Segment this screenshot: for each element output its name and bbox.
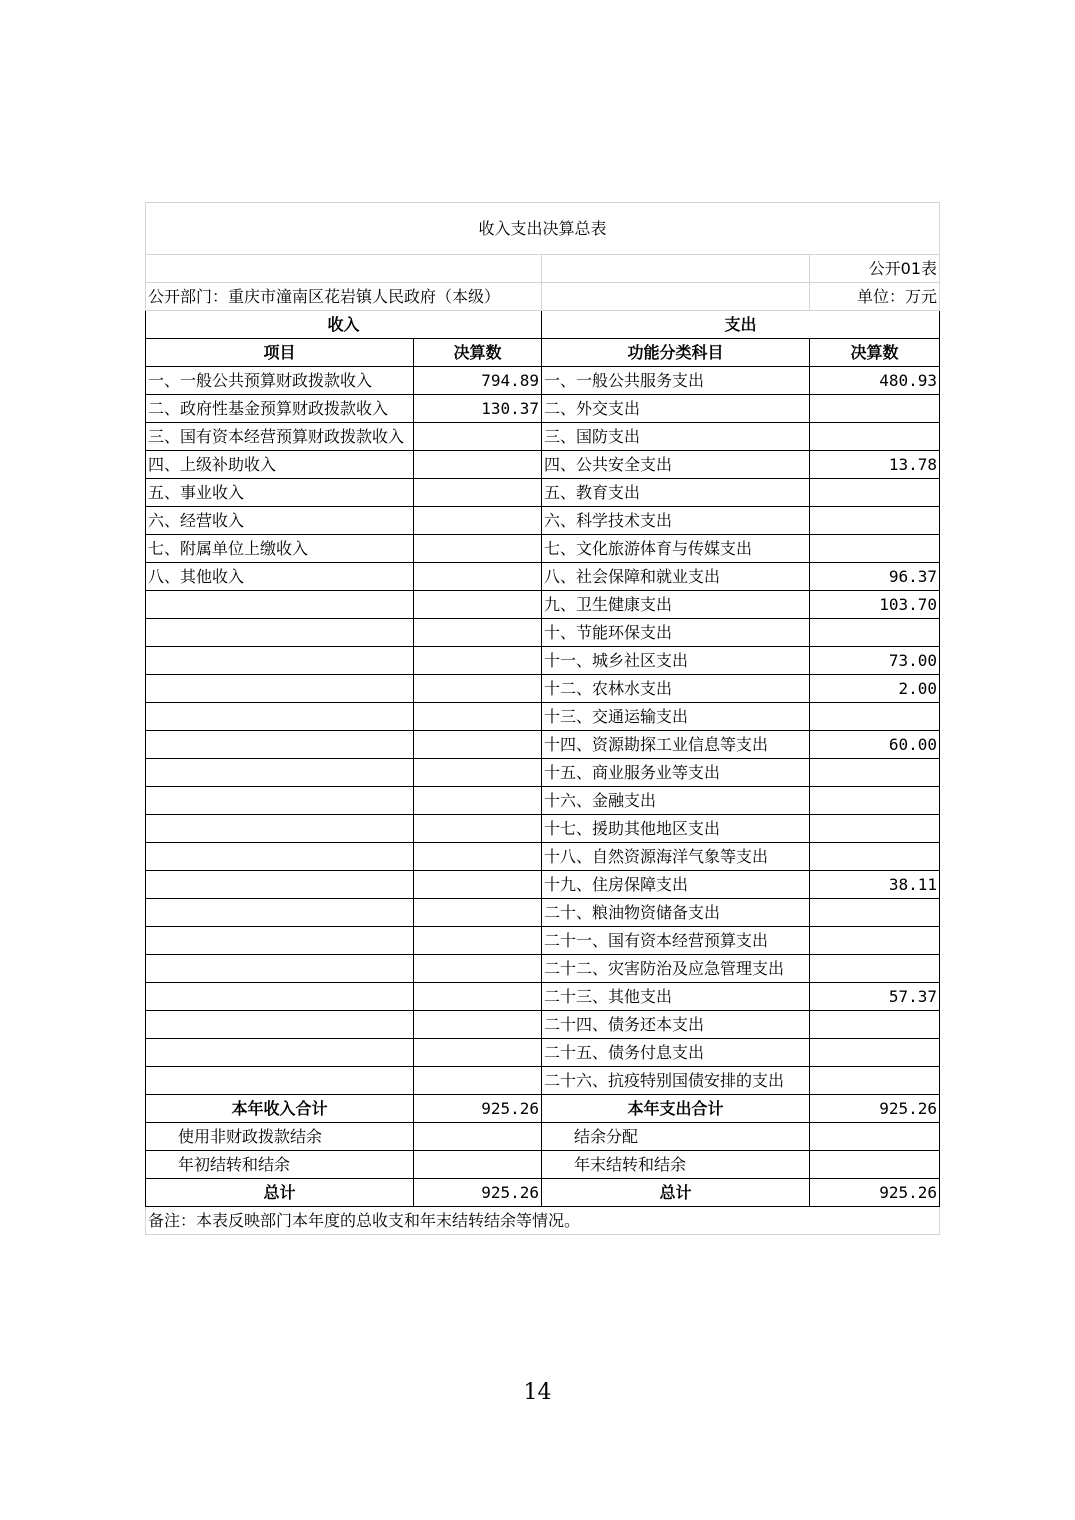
expense-amount-cell [810,955,940,983]
expense-amount-cell: 60.00 [810,731,940,759]
table-row [146,815,940,843]
page-number: 14 [523,1380,552,1405]
income-total-label: 本年收入合计 [146,1095,414,1123]
income-item-cell [146,647,414,675]
income-amount-cell [414,1067,542,1095]
expense-item-cell: 十八、自然资源海洋气象等支出 [542,843,810,871]
income-item-cell [146,1011,414,1039]
income-amount-cell [414,675,542,703]
table-row [146,843,940,871]
income-amount-cell [414,731,542,759]
expense-item-cell: 十一、城乡社区支出 [542,647,810,675]
expense-item-cell: 二十四、债务还本支出 [542,1011,810,1039]
income-amount-cell [414,955,542,983]
expense-amount-cell: 57.37 [810,983,940,1011]
expense-amount-cell [810,395,940,423]
expense-amount-cell [810,899,940,927]
amount-column-header: 决算数 [414,339,542,367]
expense-item-cell: 十二、农林水支出 [542,675,810,703]
expense-header: 支出 [542,311,940,339]
table-row [146,395,940,423]
table-row [146,787,940,815]
income-amount-cell: 794.89 [414,367,542,395]
income-item-cell: 一、一般公共预算财政拨款收入 [146,367,414,395]
amount2-column-header: 决算数 [810,339,940,367]
carryover-begin-label: 年初结转和结余 [146,1151,414,1179]
table-row [146,479,940,507]
income-item-cell [146,619,414,647]
expense-item-cell: 一、一般公共服务支出 [542,367,810,395]
expense-amount-cell [810,535,940,563]
carryover-end-value [810,1151,940,1179]
income-item-cell: 三、国有资本经营预算财政拨款收入 [146,423,414,451]
income-item-cell: 二、政府性基金预算财政拨款收入 [146,395,414,423]
income-amount-cell [414,899,542,927]
expense-amount-cell: 38.11 [810,871,940,899]
income-amount-cell: 130.37 [414,395,542,423]
income-amount-cell [414,1039,542,1067]
expense-item-cell: 十五、商业服务业等支出 [542,759,810,787]
expense-amount-cell: 480.93 [810,367,940,395]
income-item-cell: 七、附属单位上缴收入 [146,535,414,563]
expense-amount-cell [810,927,940,955]
non-fiscal-balance-value [414,1123,542,1151]
income-amount-cell [414,451,542,479]
income-item-cell [146,787,414,815]
table-row [146,507,940,535]
income-item-cell [146,759,414,787]
income-item-cell [146,899,414,927]
income-item-cell [146,871,414,899]
expense-amount-cell [810,759,940,787]
table-row [146,983,940,1011]
table-row [146,871,940,899]
income-amount-cell [414,927,542,955]
income-item-cell [146,1039,414,1067]
table-row [146,1011,940,1039]
department-label: 公开部门：重庆市潼南区花岩镇人民政府（本级） [146,283,542,311]
table-code: 公开01表 [810,255,940,283]
expense-amount-cell [810,423,940,451]
table-row [146,759,940,787]
non-fiscal-balance-label: 使用非财政拨款结余 [146,1123,414,1151]
expense-total-label: 本年支出合计 [542,1095,810,1123]
expense-amount-cell: 96.37 [810,563,940,591]
income-item-cell [146,731,414,759]
expense-item-cell: 二十三、其他支出 [542,983,810,1011]
income-item-cell: 六、经营收入 [146,507,414,535]
expense-amount-cell: 103.70 [810,591,940,619]
expense-item-cell: 九、卫生健康支出 [542,591,810,619]
carryover-begin-value [414,1151,542,1179]
item-column-header: 项目 [146,339,414,367]
table-row [146,367,940,395]
grand-total-right: 925.26 [810,1179,940,1207]
income-amount-cell [414,703,542,731]
expense-item-cell: 七、文化旅游体育与传媒支出 [542,535,810,563]
balance-distribution-label: 结余分配 [542,1123,810,1151]
table-row [146,1039,940,1067]
table-row [146,423,940,451]
income-amount-cell [414,1011,542,1039]
expense-amount-cell [810,703,940,731]
income-amount-cell [414,871,542,899]
expense-item-cell: 十四、资源勘探工业信息等支出 [542,731,810,759]
table-row [146,619,940,647]
table-note: 备注：本表反映部门本年度的总收支和年末结转结余等情况。 [146,1207,940,1235]
income-amount-cell [414,647,542,675]
table-row [146,731,940,759]
income-amount-cell [414,479,542,507]
expense-item-cell: 六、科学技术支出 [542,507,810,535]
expense-amount-cell [810,1039,940,1067]
income-amount-cell [414,535,542,563]
income-expense-summary-table [145,202,940,1235]
unit-label: 单位：万元 [810,283,940,311]
income-item-cell [146,927,414,955]
expense-item-cell: 二十六、抗疫特别国债安排的支出 [542,1067,810,1095]
expense-amount-cell [810,787,940,815]
income-amount-cell [414,563,542,591]
income-item-cell [146,675,414,703]
income-amount-cell [414,815,542,843]
expense-amount-cell: 13.78 [810,451,940,479]
expense-item-cell: 十六、金融支出 [542,787,810,815]
expense-item-cell: 四、公共安全支出 [542,451,810,479]
income-amount-cell [414,759,542,787]
income-amount-cell [414,507,542,535]
expense-item-cell: 五、教育支出 [542,479,810,507]
expense-item-cell: 十九、住房保障支出 [542,871,810,899]
income-item-cell: 四、上级补助收入 [146,451,414,479]
table-row [146,647,940,675]
income-item-cell [146,591,414,619]
expense-item-cell: 二十五、债务付息支出 [542,1039,810,1067]
income-item-cell: 五、事业收入 [146,479,414,507]
table-row [146,899,940,927]
expense-item-cell: 二十二、灾害防治及应急管理支出 [542,955,810,983]
table-row [146,563,940,591]
table-row [146,927,940,955]
income-amount-cell [414,787,542,815]
table-row [146,703,940,731]
expense-total-value: 925.26 [810,1095,940,1123]
balance-distribution-value [810,1123,940,1151]
table-row [146,1067,940,1095]
expense-item-cell: 二、外交支出 [542,395,810,423]
income-total-value: 925.26 [414,1095,542,1123]
expense-amount-cell [810,815,940,843]
income-item-cell [146,1067,414,1095]
income-amount-cell [414,843,542,871]
expense-item-cell: 三、国防支出 [542,423,810,451]
income-item-cell [146,955,414,983]
expense-amount-cell [810,619,940,647]
income-item-cell [146,703,414,731]
expense-amount-cell [810,1011,940,1039]
grand-total-label-right: 总计 [542,1179,810,1207]
table-row [146,535,940,563]
expense-item-cell: 八、社会保障和就业支出 [542,563,810,591]
expense-amount-cell: 2.00 [810,675,940,703]
income-item-cell [146,815,414,843]
expense-item-cell: 十、节能环保支出 [542,619,810,647]
function-item-column-header: 功能分类科目 [542,339,810,367]
expense-amount-cell [810,507,940,535]
expense-item-cell: 十七、援助其他地区支出 [542,815,810,843]
table-row [146,955,940,983]
expense-amount-cell [810,1067,940,1095]
income-amount-cell [414,983,542,1011]
income-amount-cell [414,619,542,647]
income-amount-cell [414,423,542,451]
carryover-end-label: 年末结转和结余 [542,1151,810,1179]
table-row [146,591,940,619]
expense-amount-cell [810,479,940,507]
expense-item-cell: 二十一、国有资本经营预算支出 [542,927,810,955]
grand-total-left: 925.26 [414,1179,542,1207]
table-title: 收入支出决算总表 [146,203,940,255]
income-item-cell [146,843,414,871]
income-amount-cell [414,591,542,619]
expense-amount-cell [810,843,940,871]
expense-item-cell: 十三、交通运输支出 [542,703,810,731]
table-row [146,675,940,703]
table-row [146,451,940,479]
expense-item-cell: 二十、粮油物资储备支出 [542,899,810,927]
grand-total-label-left: 总计 [146,1179,414,1207]
expense-amount-cell: 73.00 [810,647,940,675]
income-item-cell [146,983,414,1011]
income-item-cell: 八、其他收入 [146,563,414,591]
income-header: 收入 [146,311,542,339]
